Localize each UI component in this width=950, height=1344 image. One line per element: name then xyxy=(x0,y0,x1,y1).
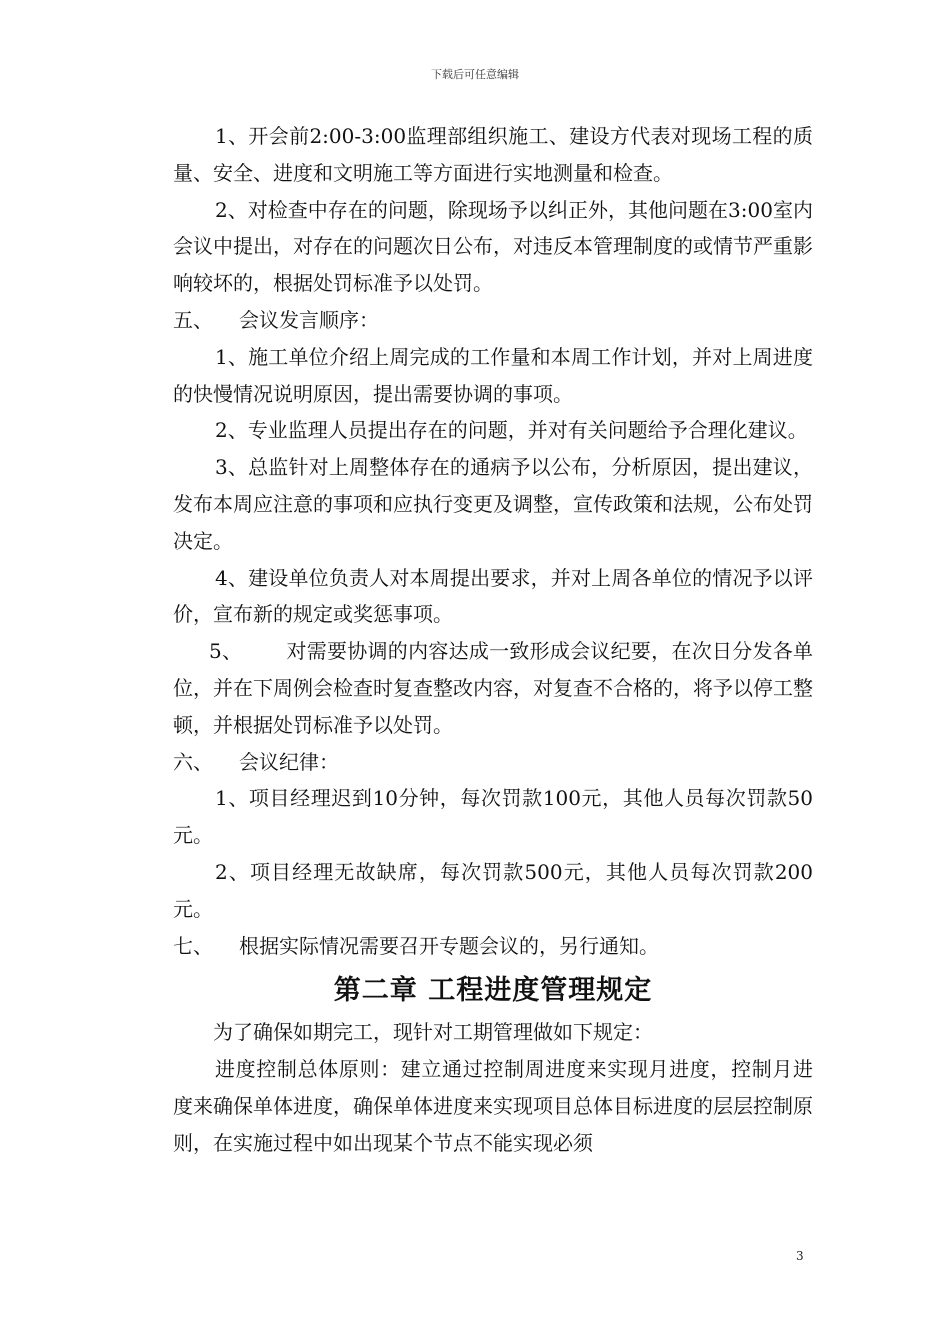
section-number: 六、 xyxy=(173,749,213,774)
document-body xyxy=(173,118,813,1162)
section-title: 会议发言顺序： xyxy=(239,307,379,332)
item-text: 对需要协调的内容达成一致形成会议纪要，在次日分发各单位，并在下周例会检查时复查整改内容，对复查不合格的，将予以停工整顿，并根据处罚标准予以处罚。 xyxy=(173,639,813,737)
list-item: 3、总监针对上周整体存在的通病予以公布，分析原因，提出建议，发布本周应注意的事项和应执行变更及调整，宣传政策和法规，公布处罚决定。 xyxy=(173,455,813,553)
section-number: 五、 xyxy=(173,307,213,332)
page-header: 下载后可任意编辑 xyxy=(431,68,519,81)
list-item: 4、建设单位负责人对本周提出要求，并对上周各单位的情况予以评价，宣布新的规定或奖惩事项。 xyxy=(173,565,813,627)
section-number: 七、 xyxy=(173,933,213,958)
item-number: 5、 xyxy=(209,639,243,664)
section-title: 根据实际情况需要召开专题会议的，另行通知。 xyxy=(239,933,659,958)
paragraph-principle: 进度控制总体原则：建立通过控制周进度来实现月进度，控制月进度来确保单体进度，确保单体进度来实现项目总体目标进度的层层控制原则，在实施过程中如出现某个节点不能实现必须 xyxy=(173,1057,813,1155)
list-item: 1、施工单位介绍上周完成的工作量和本周工作计划，并对上周进度的快慢情况说明原因，提出需要协调的事项。 xyxy=(173,344,813,406)
list-item: 2、项目经理无故缺席，每次罚款500元，其他人员每次罚款200元。 xyxy=(173,859,813,921)
paragraph-inspection: 1、开会前2:00-3:00监理部组织施工、建设方代表对现场工程的质量、安全、进度和文明施工等方面进行实地测量和检查。 xyxy=(173,124,813,185)
list-item: 2、专业监理人员提出存在的问题，并对有关问题给予合理化建议。 xyxy=(215,418,808,443)
paragraph-intro: 为了确保如期完工，现针对工期管理做如下规定： xyxy=(213,1020,653,1045)
chapter-title: 第二章 工程进度管理规定 xyxy=(333,975,653,1007)
list-item-5 xyxy=(173,633,813,743)
list-item: 1、项目经理迟到10分钟，每次罚款100元，其他人员每次罚款50元。 xyxy=(173,786,813,848)
section-title: 会议纪律： xyxy=(239,749,339,774)
paragraph-issues: 2、对检查中存在的问题，除现场予以纠正外，其他问题在3:00室内会议中提出，对存在的问题次日公布，对违反本管理制度的或情节严重影响较坏的，根据处罚标准予以处罚。 xyxy=(173,197,813,296)
section-heading-special-meetings xyxy=(173,928,813,965)
page-number: 3 xyxy=(796,1249,804,1263)
section-heading-discipline xyxy=(173,744,813,781)
section-heading-speaking-order xyxy=(173,302,813,339)
